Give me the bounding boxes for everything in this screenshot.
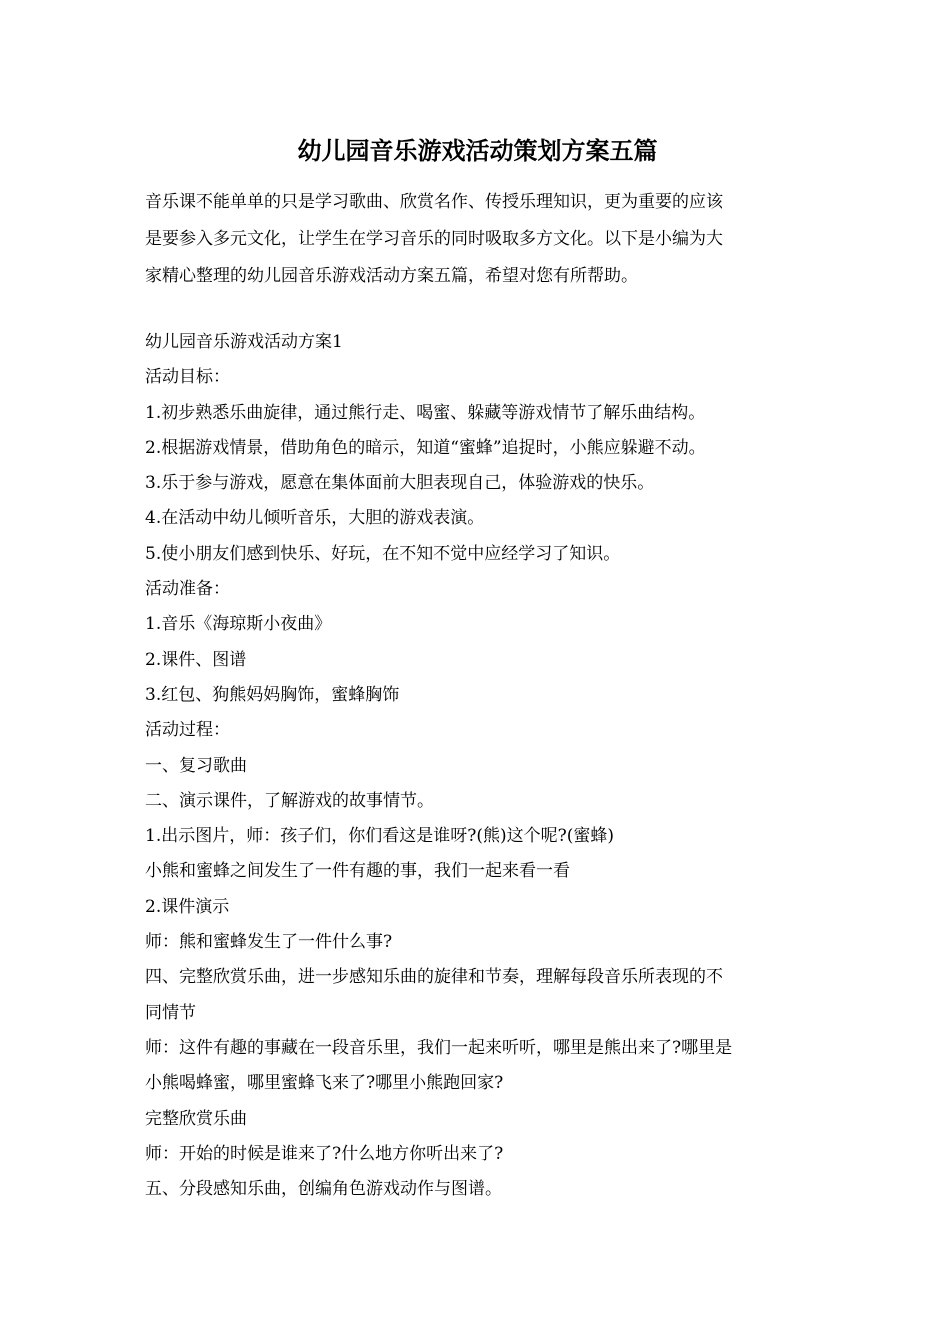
subheading-preparation: 活动准备： — [145, 579, 230, 600]
body-line: 2.根据游戏情景，借助角色的暗示，知道“蜜蜂”追捉时，小熊应躲避不动。 — [145, 437, 706, 458]
body-line: 1.初步熟悉乐曲旋律，通过熊行走、喝蜜、躲藏等游戏情节了解乐曲结构。 — [145, 402, 706, 423]
body-line: 五、分段感知乐曲，创编角色游戏动作与图谱。 — [145, 1179, 502, 1200]
intro-paragraph — [145, 184, 810, 295]
body-line: 2.课件演示 — [145, 896, 230, 917]
body-line: 小熊喝蜂蜜，哪里蜜蜂飞来了?哪里小熊跑回家? — [145, 1073, 504, 1094]
intro-line: 家精心整理的幼儿园音乐游戏活动方案五篇，希望对您有所帮助。 — [145, 266, 638, 286]
section-heading: 幼儿园音乐游戏活动方案1 — [145, 332, 343, 352]
body-line: 完整欣赏乐曲 — [145, 1108, 247, 1129]
body-line: 1.音乐《海琼斯小夜曲》 — [145, 614, 332, 635]
body-line: 3.红包、狗熊妈妈胸饰，蜜蜂胸饰 — [145, 684, 400, 705]
body-line: 小熊和蜜蜂之间发生了一件有趣的事，我们一起来看一看 — [145, 861, 570, 882]
intro-line: 是要参入多元文化，让学生在学习音乐的同时吸取多方文化。以下是小编为大 — [145, 229, 723, 249]
body-line: 4.在活动中幼儿倾听音乐，大胆的游戏表演。 — [145, 508, 485, 529]
body-line: 二、演示课件，了解游戏的故事情节。 — [145, 790, 434, 811]
body-line: 2.课件、图谱 — [145, 649, 247, 670]
body-line: 5.使小朋友们感到快乐、好玩，在不知不觉中应经学习了知识。 — [145, 543, 621, 564]
body-line: 一、复习歌曲 — [145, 755, 247, 776]
body-line: 1.出示图片，师：孩子们，你们看这是谁呀?(熊)这个呢?(蜜蜂) — [145, 826, 614, 847]
body-line: 同情节 — [145, 1002, 196, 1023]
body-line: 师：熊和蜜蜂发生了一件什么事? — [145, 932, 393, 953]
subheading-goals: 活动目标： — [145, 367, 230, 388]
body-line: 师：这件有趣的事藏在一段音乐里，我们一起来听听，哪里是熊出来了?哪里是 — [145, 1037, 733, 1058]
body-line: 四、完整欣赏乐曲，进一步感知乐曲的旋律和节奏，理解每段音乐所表现的不 — [145, 967, 723, 988]
document-title: 幼儿园音乐游戏活动策划方案五篇 — [297, 136, 658, 165]
body-line: 3.乐于参与游戏，愿意在集体面前大胆表现自己，体验游戏的快乐。 — [145, 473, 655, 494]
document-body — [145, 325, 810, 1207]
body-line: 师：开始的时候是谁来了?什么地方你听出来了? — [145, 1143, 504, 1164]
subheading-process: 活动过程： — [145, 720, 230, 741]
intro-line: 音乐课不能单单的只是学习歌曲、欣赏名作、传授乐理知识，更为重要的应该 — [145, 192, 723, 212]
